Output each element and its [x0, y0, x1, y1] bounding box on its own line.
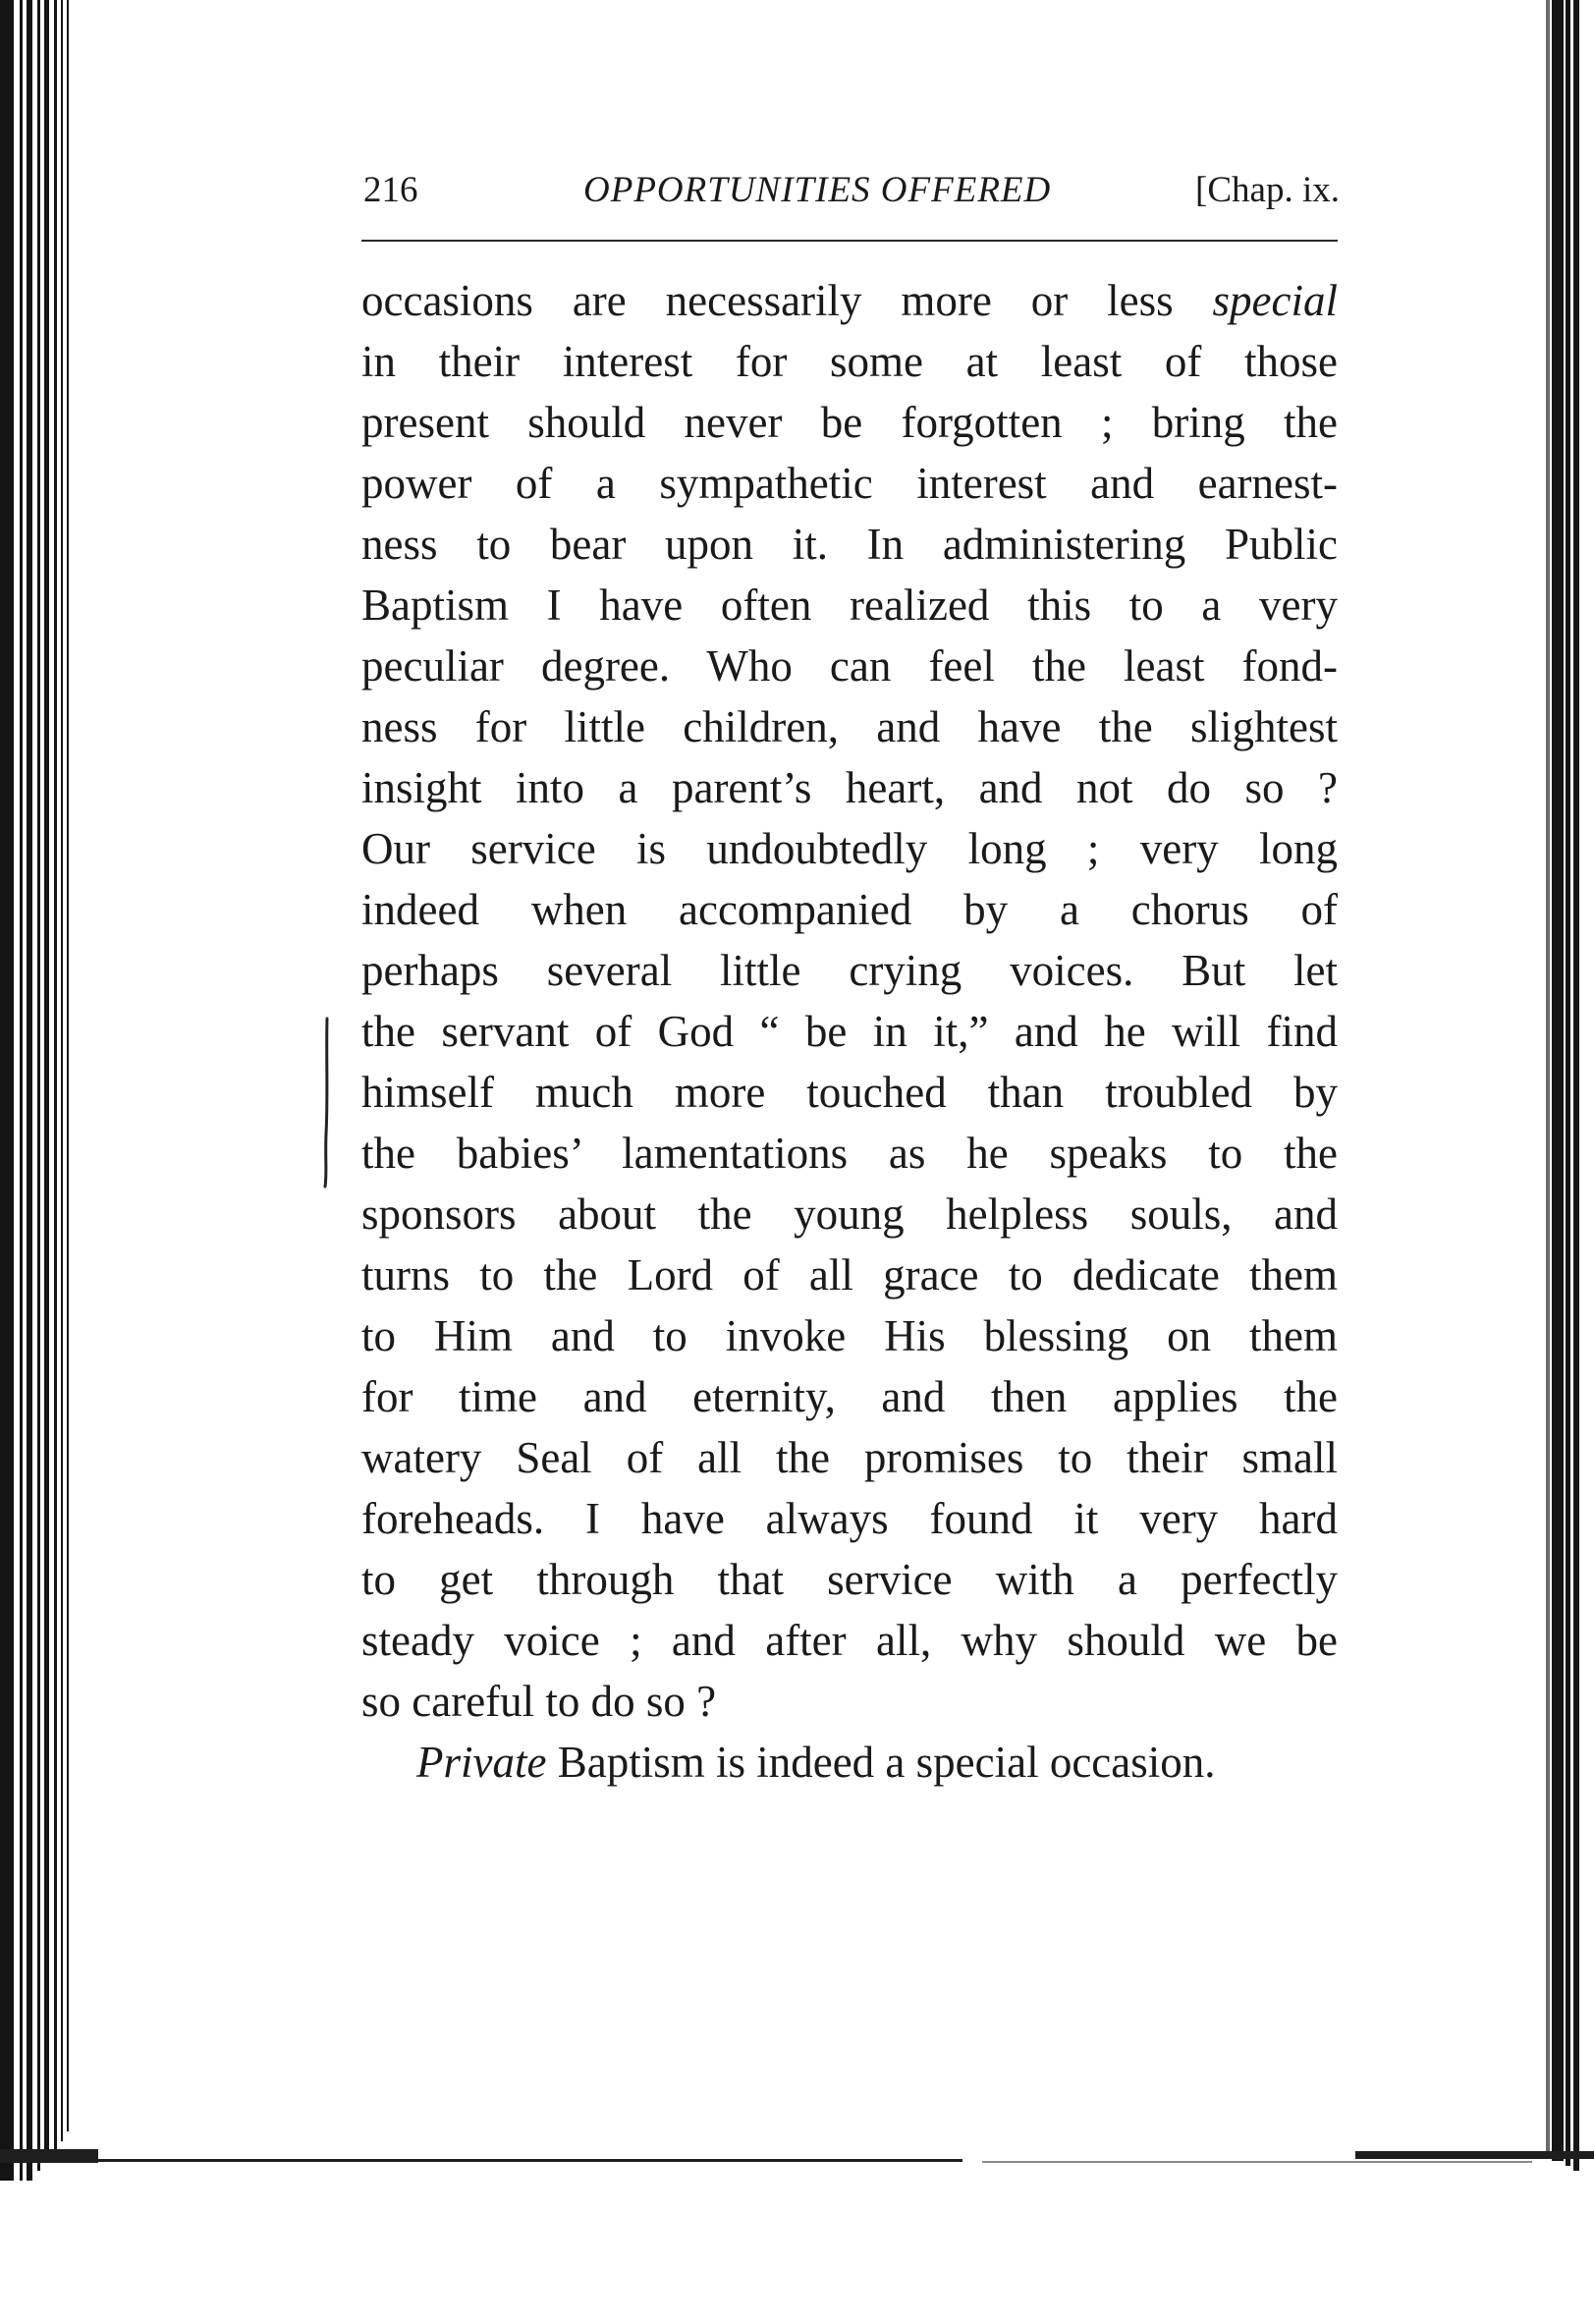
text-line: for time and eternity, and then applies the [361, 1372, 1338, 1421]
text-line: Our service is undoubtedly long ; very long [361, 824, 1338, 873]
text-line: the servant of God “ be in it,” and he will find [361, 1007, 1338, 1056]
pencil-margin-mark [320, 1017, 332, 1189]
body-text [361, 270, 1338, 1793]
text-line [361, 270, 1338, 331]
text-line: in their interest for some at least of those [361, 337, 1338, 386]
text-line: sponsors about the young helpless souls, and [361, 1190, 1338, 1239]
scan-bottom-edge [0, 2122, 1594, 2190]
text-run: Baptism is indeed a special occasion. [546, 1738, 1216, 1787]
page-number: 216 [363, 170, 418, 210]
text-line: to Him and to invoke His blessing on them [361, 1311, 1338, 1360]
header-rule [361, 240, 1338, 242]
text-line: turns to the Lord of all grace to dedicate them [361, 1250, 1338, 1300]
scan-left-edge [0, 0, 90, 2181]
text-line: the babies’ lamentations as he speaks to the [361, 1129, 1338, 1178]
scan-right-edge [1544, 0, 1594, 2181]
text-line [361, 1732, 1338, 1793]
text-line: to get through that service with a perfectly [361, 1555, 1338, 1604]
text-line: so careful to do so ? [361, 1677, 717, 1726]
text-line: indeed when accompanied by a chorus of [361, 885, 1338, 934]
text-line: peculiar degree. Who can feel the least fond- [361, 641, 1338, 691]
text-run: occasions are necessarily more or less [361, 276, 1213, 325]
text-line: ness for little children, and have the slightest [361, 702, 1338, 751]
text-line: perhaps several little crying voices. But let [361, 946, 1338, 995]
text-line: present should never be forgotten ; bring the [361, 398, 1338, 447]
emphasized-word: special [1212, 276, 1338, 325]
chapter-reference: [Chap. ix. [1195, 170, 1340, 210]
text-line: himself much more touched than troubled by [361, 1068, 1338, 1117]
text-line: Baptism I have often realized this to a very [361, 581, 1338, 630]
text-line: steady voice ; and after all, why should we be [361, 1616, 1338, 1665]
emphasized-word: Private [416, 1738, 547, 1787]
text-line: watery Seal of all the promises to their small [361, 1433, 1338, 1482]
text-line: ness to bear upon it. In administering Public [361, 520, 1338, 569]
text-line: power of a sympathetic interest and earnest- [361, 459, 1338, 508]
text-line: foreheads. I have always found it very hard [361, 1494, 1338, 1543]
text-line: insight into a parent’s heart, and not do so ? [361, 763, 1338, 812]
running-header [363, 165, 1340, 216]
running-title: OPPORTUNITIES OFFERED [583, 170, 1052, 210]
